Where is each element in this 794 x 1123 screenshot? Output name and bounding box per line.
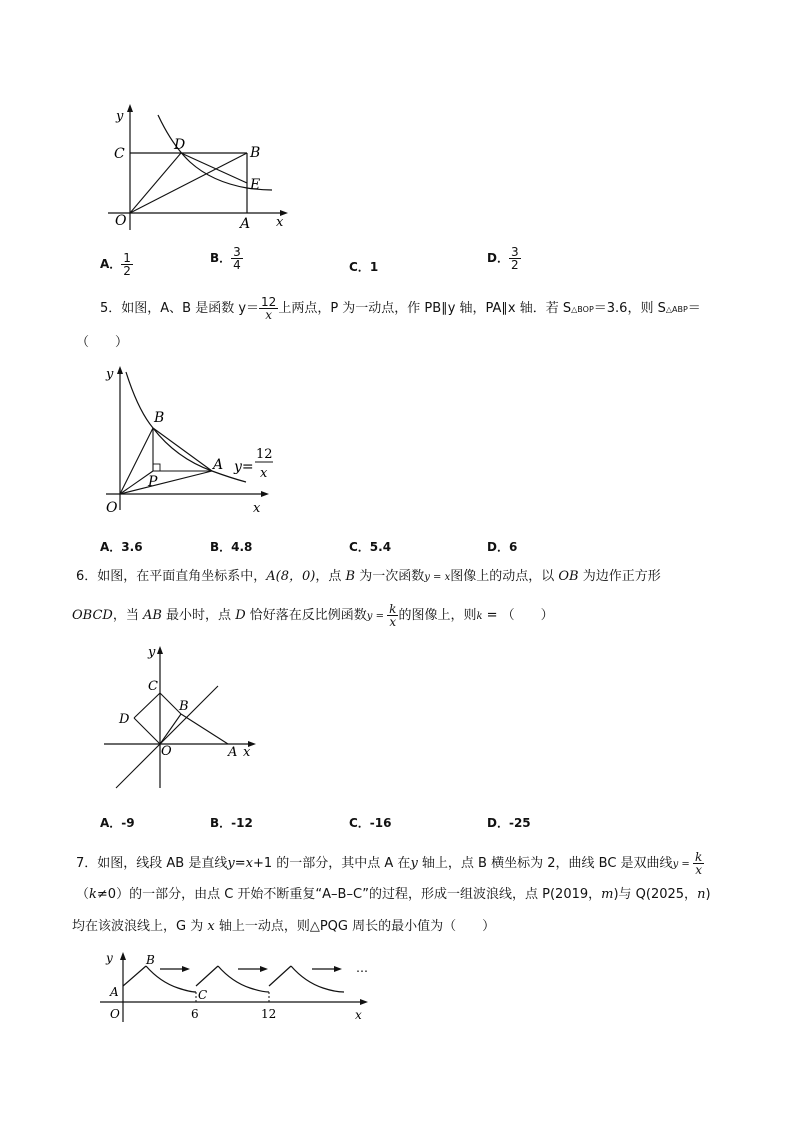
label-x: x bbox=[276, 215, 284, 230]
q6-option-c[interactable]: C．-16 bbox=[349, 816, 392, 830]
q7-question-line2: （k≠0）的一部分，由点 C 开始不断重复“A–B–C”的过程，形成一组波浪线，点 P(2019，m)与 Q(2025，n) bbox=[76, 887, 711, 902]
svg-text:x: x bbox=[253, 501, 261, 516]
svg-text:12: 12 bbox=[261, 1007, 277, 1021]
label-A: A bbox=[240, 216, 251, 232]
q5-question: 5．如图，A、B 是函数 y＝ $\frac{12}{x}$ 上两点，P 为一动点，作 PB∥y 轴，PA∥x 轴．若 S△BOP＝3.6，则 S△ABP＝ bbox=[100, 295, 701, 322]
q6-option-a[interactable]: A．-9 bbox=[100, 816, 135, 830]
svg-text:A: A bbox=[213, 457, 224, 473]
svg-text:O: O bbox=[110, 1007, 120, 1021]
svg-text:A: A bbox=[110, 985, 119, 999]
label-C: C bbox=[114, 146, 125, 162]
q5-option-d[interactable]: D．6 bbox=[487, 540, 518, 554]
q6-option-d[interactable]: D．-25 bbox=[487, 816, 531, 830]
figure-q6 bbox=[100, 642, 260, 792]
q7-question-line1: 7．如图，线段 AB 是直线y=x+1 的一部分，其中点 A 在y 轴上，点 B 横坐标为 2，曲线 BC 是双曲线y = $\frac{k}{x}$ bbox=[76, 850, 703, 877]
svg-text:6: 6 bbox=[191, 1007, 199, 1021]
svg-text:12: 12 bbox=[256, 447, 273, 462]
svg-text:B: B bbox=[146, 953, 155, 967]
svg-text:y: y bbox=[148, 645, 156, 660]
svg-text:x: x bbox=[260, 466, 268, 481]
q4-option-a[interactable]: A． $\frac{1}{2}$ bbox=[100, 251, 131, 278]
svg-text:C: C bbox=[148, 679, 158, 694]
q6-option-b[interactable]: B．-12 bbox=[210, 816, 253, 830]
svg-text:O: O bbox=[106, 500, 118, 516]
q5-option-b[interactable]: B．4.8 bbox=[210, 540, 253, 554]
label-E: E bbox=[250, 177, 261, 193]
q4-option-c[interactable]: C．1 bbox=[349, 260, 379, 274]
q5-answer-blank: （ ） bbox=[76, 335, 129, 350]
q7-question-line3: 均在该波浪线上，G 为 x 轴上一动点，则△PQG 周长的最小值为（ ） bbox=[72, 919, 496, 934]
y-axis-arrow bbox=[127, 104, 133, 112]
svg-text:O: O bbox=[161, 744, 172, 759]
svg-text:D: D bbox=[119, 712, 130, 727]
svg-text:y: y bbox=[106, 367, 114, 382]
figure-q5 bbox=[96, 360, 276, 520]
q5-option-c[interactable]: C．5.4 bbox=[349, 540, 392, 554]
label-B: B bbox=[250, 145, 261, 161]
figure-q4 bbox=[100, 100, 290, 235]
q5-option-a[interactable]: A．3.6 bbox=[100, 540, 143, 554]
svg-text:…: … bbox=[356, 961, 368, 975]
figure-q7 bbox=[98, 950, 378, 1025]
svg-text:y=: y= bbox=[234, 459, 254, 475]
svg-text:B: B bbox=[179, 699, 189, 714]
q6-question-line1: 6．如图，在平面直角坐标系中，A(8，0)，点 B 为一次函数y = x图像上的动点，以 OB 为边作正方形 bbox=[76, 569, 661, 584]
q6-question-line2: OBCD，当 AB 最小时，点 D 恰好落在反比例函数y = $\frac{k}{x}$ 的图像上，则k = （ ） bbox=[72, 602, 554, 629]
svg-text:x: x bbox=[243, 745, 251, 760]
label-O: O bbox=[115, 213, 127, 229]
label-D: D bbox=[174, 137, 186, 153]
svg-text:A: A bbox=[228, 745, 238, 760]
svg-text:y: y bbox=[106, 951, 113, 965]
svg-text:x: x bbox=[355, 1008, 362, 1022]
svg-text:B: B bbox=[154, 410, 165, 426]
svg-text:C: C bbox=[198, 988, 208, 1002]
label-y: y bbox=[116, 109, 124, 124]
svg-text:P: P bbox=[148, 474, 158, 490]
q4-option-b[interactable]: B． $\frac{3}{4}$ bbox=[210, 245, 241, 272]
q4-option-d[interactable]: D． $\frac{3}{2}$ bbox=[487, 245, 519, 272]
